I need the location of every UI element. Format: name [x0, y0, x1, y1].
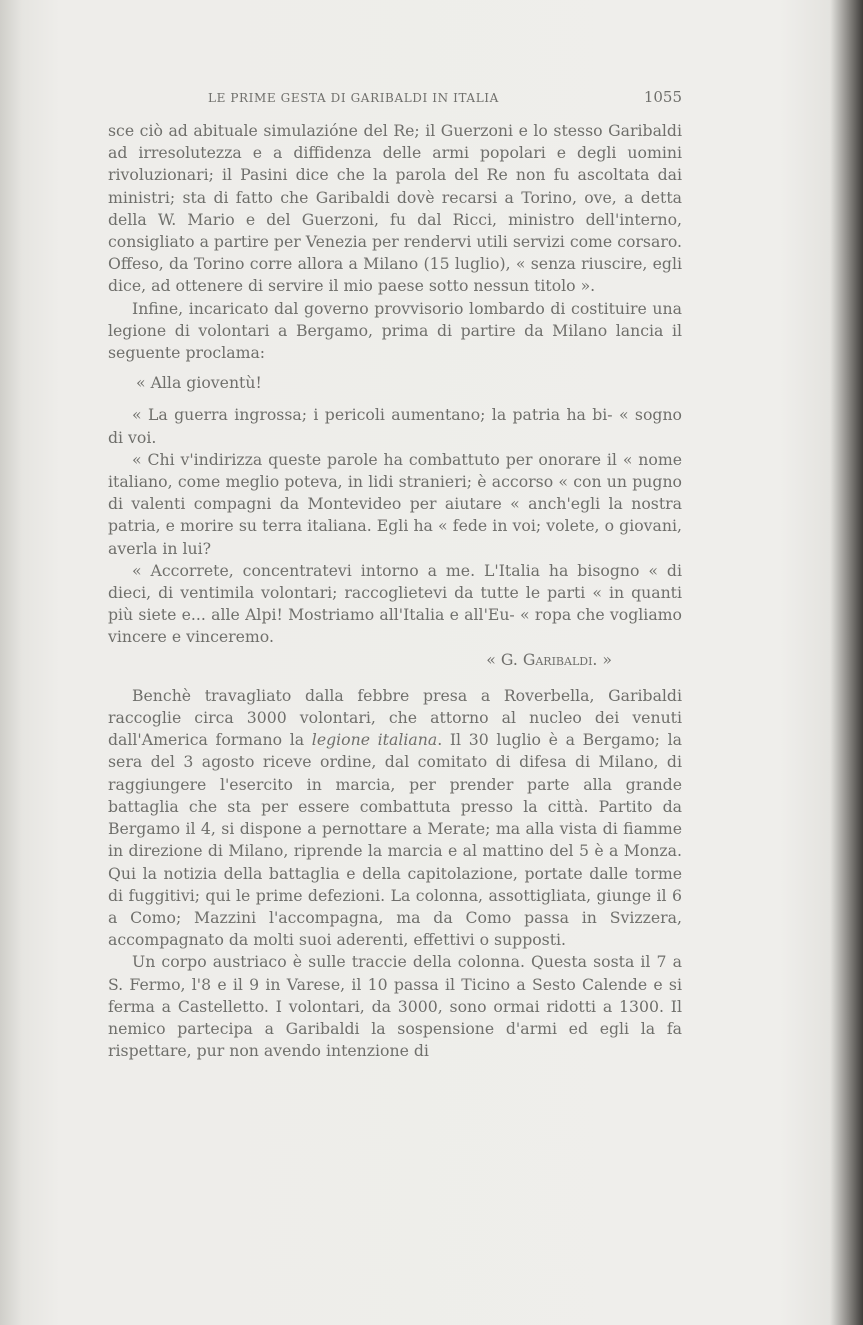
- paragraph-continuation: sce ciò ad abituale simulazióne del Re; il Guerzoni e lo stesso Garibaldi ad irresolutezza e a diffidenza delle armi popolari e degli uomini rivoluzionari; il Pasini dice che la parola del Re non fu ascoltata dai ministri; sta di fatto che Garibaldi dovè recarsi a Torino, ove, a detta della W. Mario e del Guerzoni, fu dal Ricci, ministro dell'interno, consigliato a partire per Venezia per rendervi utili servizi come corsaro. Offeso, da Torino corre allora a Milano (15 luglio), « senza riuscire, egli dice, ad ottenere di servire il mio paese sotto nessun titolo ».: [108, 121, 682, 296]
- page-text: [108, 88, 682, 1062]
- italic-term: legione italiana: [311, 730, 438, 750]
- running-header: [208, 88, 682, 106]
- proclamation-line: « Accorrete, concentratevi intorno a me. L'Italia ha bisogno « di dieci, di ventimila volontari; raccoglietevi da tutte le parti « in quanti più siete e... alle Alpi! Mostriamo all'Italia e all'Eu- « ropa che vogliamo vincere e vinceremo.: [108, 560, 682, 647]
- narrative-text: . Il 30 luglio è a Bergamo; la sera del 3 agosto riceve ordine, dal comitato di difesa di Milano, di raggiungere l'esercito in marcia, per prender parte alla grande battaglia che sta per essere combattuta presso la città. Partito da Bergamo il 4, si dispone a pernottare a Merate; ma alla vista di fiamme in direzione di Milano, riprende la marcia e al mattino del 5 è a Monza. Qui la notizia della battaglia e della capitolazione, portate dalle torme di fuggitivi; qui le prime defezioni. La colonna, assottigliata, giunge il 6 a Como; Mazzini l'accompagna, ma da Como passa in Svizzera, accompagnato da molti suoi aderenti, effettivi o supposti.: [108, 730, 682, 950]
- proclamation-line: « La guerra ingrossa; i pericoli aumentano; la patria ha bi- « sogno di voi.: [108, 405, 682, 447]
- paragraph-narrative: Un corpo austriaco è sulle traccie della colonna. Questa sosta il 7 a S. Fermo, l'8 e il 9 in Varese, il 10 passa il Ticino a Sesto Calende e si ferma a Castelletto. I volontari, da 3000, sono ormai ridotti a 1300. Il nemico partecipa a Garibaldi la sospensione d'armi ed egli la fa rispettare, pur non avendo intenzione di: [108, 952, 682, 1061]
- proclamation-line: « Chi v'indirizza queste parole ha combattuto per onorare il « nome italiano, come meglio poteva, in lidi stranieri; è accorso « con un pugno di valenti compagni da Montevideo per aiutare « anch'egli la nostra patria, e morire su terra italiana. Egli ha « fede in voi; volete, o giovani, averla in lui?: [108, 449, 682, 558]
- page-number: 1055: [643, 88, 682, 106]
- paragraph-proclamation-intro: Infine, incaricato dal governo provvisorio lombardo di costituire una legione di volontari a Bergamo, prima di partire da Milano lancia il seguente proclama:: [108, 298, 682, 363]
- narrative-text: Benchè travagliato dalla febbre presa a Roverbella, Garibaldi raccoglie circa 3000 volontari, che attorno al nucleo dei venuti dall'America formano la: [108, 685, 682, 750]
- proclamation-signature: « G. Garibaldi. »: [486, 649, 612, 669]
- proclamation-opening: « Alla gioventù!: [136, 373, 262, 393]
- paragraph-narrative: [108, 685, 682, 951]
- running-title: LE PRIME GESTA DI GARIBALDI IN ITALIA: [208, 91, 499, 105]
